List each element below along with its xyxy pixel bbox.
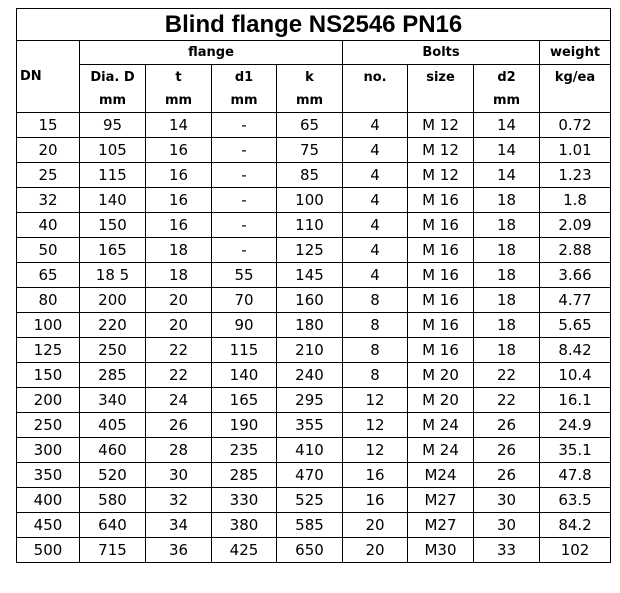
table-cell: M 16 (408, 313, 474, 338)
table-cell: 18 (474, 213, 540, 238)
table-cell: 65 (17, 263, 80, 288)
table-cell: 32 (146, 488, 212, 513)
table-cell: 450 (17, 513, 80, 538)
header-dn: DN (17, 65, 80, 90)
table-cell: 30 (474, 513, 540, 538)
table-row (17, 113, 611, 138)
table-row (17, 513, 611, 538)
table-cell: 34 (146, 513, 212, 538)
table-cell: M 12 (408, 113, 474, 138)
table-cell: 640 (80, 513, 146, 538)
table-cell: 2.88 (540, 238, 611, 263)
table-cell: 250 (80, 338, 146, 363)
table-cell: - (212, 163, 277, 188)
table-cell: 18 (474, 338, 540, 363)
table-cell: M 12 (408, 138, 474, 163)
table-cell: 4 (343, 113, 408, 138)
table-cell: 4 (343, 188, 408, 213)
table-cell: 650 (277, 538, 343, 563)
table-cell: 180 (277, 313, 343, 338)
table-cell: 165 (80, 238, 146, 263)
table-cell: 8.42 (540, 338, 611, 363)
table-cell: 22 (474, 388, 540, 413)
table-cell: 140 (212, 363, 277, 388)
table-cell: M 24 (408, 413, 474, 438)
table-cell: 285 (212, 463, 277, 488)
table-cell: 200 (17, 388, 80, 413)
header-size: size (408, 65, 474, 90)
table-cell: 100 (17, 313, 80, 338)
table-row (17, 338, 611, 363)
table-cell: 63.5 (540, 488, 611, 513)
table-cell: 105 (80, 138, 146, 163)
table-cell: 25 (17, 163, 80, 188)
table-cell: 4 (343, 263, 408, 288)
table-cell: 10.4 (540, 363, 611, 388)
header-dia-d: Dia. D (80, 65, 146, 90)
blind-flange-table (16, 8, 611, 563)
table-cell: 520 (80, 463, 146, 488)
table-row (17, 188, 611, 213)
table-cell: 470 (277, 463, 343, 488)
unit-k: mm (277, 89, 343, 113)
table-cell: 300 (17, 438, 80, 463)
table-cell: 160 (277, 288, 343, 313)
table-cell: 24 (146, 388, 212, 413)
table-cell: 102 (540, 538, 611, 563)
table-row (17, 163, 611, 188)
table-row (17, 138, 611, 163)
table-cell: 140 (80, 188, 146, 213)
table-cell: M 16 (408, 213, 474, 238)
table-cell: 15 (17, 113, 80, 138)
table-cell: 18 (474, 238, 540, 263)
table-row (17, 288, 611, 313)
table-cell: 18 (146, 263, 212, 288)
table-cell: 410 (277, 438, 343, 463)
table-cell: 40 (17, 213, 80, 238)
table-cell: 250 (17, 413, 80, 438)
table-cell: 8 (343, 288, 408, 313)
table-cell: 75 (277, 138, 343, 163)
table-cell: - (212, 238, 277, 263)
table-cell: 20 (146, 313, 212, 338)
table-cell: 210 (277, 338, 343, 363)
table-row (17, 438, 611, 463)
table-cell: 240 (277, 363, 343, 388)
table-cell: 90 (212, 313, 277, 338)
table-cell: 18 (474, 188, 540, 213)
table-cell: 95 (80, 113, 146, 138)
table-cell: M27 (408, 488, 474, 513)
table-cell: 14 (146, 113, 212, 138)
table-cell: 190 (212, 413, 277, 438)
table-cell: M 16 (408, 288, 474, 313)
unit-dia-d: mm (80, 89, 146, 113)
bolts-group-header: Bolts (343, 41, 540, 65)
table-cell: 8 (343, 313, 408, 338)
unit-size (408, 89, 474, 113)
table-cell: 4 (343, 163, 408, 188)
table-cell: 22 (474, 363, 540, 388)
table-cell: 20 (343, 538, 408, 563)
table-cell: 20 (343, 513, 408, 538)
table-cell: - (212, 113, 277, 138)
table-row (17, 463, 611, 488)
table-cell: 8 (343, 338, 408, 363)
table-cell: 14 (474, 163, 540, 188)
table-cell: 16 (343, 488, 408, 513)
table-cell: 380 (212, 513, 277, 538)
table-cell: 585 (277, 513, 343, 538)
table-cell: 4 (343, 138, 408, 163)
table-cell: 50 (17, 238, 80, 263)
table-cell: 65 (277, 113, 343, 138)
table-cell: 12 (343, 438, 408, 463)
table-cell: 405 (80, 413, 146, 438)
table-row (17, 313, 611, 338)
table-cell: 80 (17, 288, 80, 313)
table-cell: M27 (408, 513, 474, 538)
table-cell: 460 (80, 438, 146, 463)
table-cell: M 16 (408, 263, 474, 288)
table-cell: 18 (474, 313, 540, 338)
table-row (17, 488, 611, 513)
table-cell: 8 (343, 363, 408, 388)
unit-d1: mm (212, 89, 277, 113)
table-cell: M 16 (408, 188, 474, 213)
table-cell: M 16 (408, 238, 474, 263)
table-cell: M 12 (408, 163, 474, 188)
header-d2: d2 (474, 65, 540, 90)
table-cell: 20 (146, 288, 212, 313)
table-cell: 20 (17, 138, 80, 163)
table-cell: 100 (277, 188, 343, 213)
table-cell: 500 (17, 538, 80, 563)
table-cell: 150 (17, 363, 80, 388)
table-cell: 33 (474, 538, 540, 563)
table-cell: 150 (80, 213, 146, 238)
table-cell: 425 (212, 538, 277, 563)
table-cell: 16 (146, 163, 212, 188)
table-cell: 110 (277, 213, 343, 238)
table-cell: 1.01 (540, 138, 611, 163)
flange-group-header: flange (80, 41, 343, 65)
table-cell: 165 (212, 388, 277, 413)
table-cell: 16 (343, 463, 408, 488)
table-cell: M 24 (408, 438, 474, 463)
table-cell: 28 (146, 438, 212, 463)
header-t: t (146, 65, 212, 90)
header-d1: d1 (212, 65, 277, 90)
table-cell: 70 (212, 288, 277, 313)
table-cell: 2.09 (540, 213, 611, 238)
table-cell: 4 (343, 238, 408, 263)
table-cell: - (212, 188, 277, 213)
table-row (17, 413, 611, 438)
table-cell: M 20 (408, 363, 474, 388)
table-cell: 3.66 (540, 263, 611, 288)
table-cell: 14 (474, 113, 540, 138)
table-cell: 350 (17, 463, 80, 488)
table-row (17, 263, 611, 288)
table-row (17, 538, 611, 563)
table-cell: 125 (17, 338, 80, 363)
table-row (17, 388, 611, 413)
table-cell: 4.77 (540, 288, 611, 313)
table-cell: 16 (146, 138, 212, 163)
table-cell: 125 (277, 238, 343, 263)
table-cell: 16 (146, 213, 212, 238)
table-cell: - (212, 138, 277, 163)
table-cell: 115 (212, 338, 277, 363)
table-cell: 220 (80, 313, 146, 338)
table-cell: 400 (17, 488, 80, 513)
table-cell: 285 (80, 363, 146, 388)
table-cell: 22 (146, 338, 212, 363)
header-kg-ea: kg/ea (540, 65, 611, 90)
table-cell: 32 (17, 188, 80, 213)
table-cell: 26 (474, 413, 540, 438)
table-row (17, 213, 611, 238)
table-cell: 1.8 (540, 188, 611, 213)
table-cell: 30 (146, 463, 212, 488)
table-cell: 14 (474, 138, 540, 163)
unit-no (343, 89, 408, 113)
table-cell: 12 (343, 388, 408, 413)
table-cell: 22 (146, 363, 212, 388)
table-cell: 295 (277, 388, 343, 413)
table-cell: 18 (474, 263, 540, 288)
table-cell: M24 (408, 463, 474, 488)
table-cell: 35.1 (540, 438, 611, 463)
table-cell: 18 (146, 238, 212, 263)
table-cell: 26 (474, 463, 540, 488)
table-cell: 525 (277, 488, 343, 513)
table-cell: 26 (474, 438, 540, 463)
table-cell: 26 (146, 413, 212, 438)
table-cell: M 20 (408, 388, 474, 413)
unit-d2: mm (474, 89, 540, 113)
table-cell: 1.23 (540, 163, 611, 188)
table-cell: 145 (277, 263, 343, 288)
unit-dn (17, 89, 80, 113)
table-row (17, 363, 611, 388)
table-cell: 24.9 (540, 413, 611, 438)
table-row (17, 238, 611, 263)
table-cell: 85 (277, 163, 343, 188)
table-cell: 36 (146, 538, 212, 563)
table-cell: 715 (80, 538, 146, 563)
table-cell: 4 (343, 213, 408, 238)
table-cell: M30 (408, 538, 474, 563)
table-cell: 16 (146, 188, 212, 213)
header-k: k (277, 65, 343, 90)
table-cell: 47.8 (540, 463, 611, 488)
table-cell: 200 (80, 288, 146, 313)
weight-group-header: weight (540, 41, 611, 65)
table-cell: 340 (80, 388, 146, 413)
table-cell: M 16 (408, 338, 474, 363)
table-cell: 235 (212, 438, 277, 463)
table-cell: 355 (277, 413, 343, 438)
table-cell: - (212, 213, 277, 238)
table-cell: 12 (343, 413, 408, 438)
table-cell: 115 (80, 163, 146, 188)
unit-t: mm (146, 89, 212, 113)
table-cell: 16.1 (540, 388, 611, 413)
table-cell: 580 (80, 488, 146, 513)
table-cell: 30 (474, 488, 540, 513)
table-cell: 330 (212, 488, 277, 513)
unit-kg-ea (540, 89, 611, 113)
dn-group-blank (17, 41, 80, 65)
table-title: Blind flange NS2546 PN16 (17, 9, 611, 41)
header-no: no. (343, 65, 408, 90)
table-cell: 18 (474, 288, 540, 313)
table-cell: 0.72 (540, 113, 611, 138)
table-cell: 18 5 (80, 263, 146, 288)
table-cell: 84.2 (540, 513, 611, 538)
table-cell: 55 (212, 263, 277, 288)
table-cell: 5.65 (540, 313, 611, 338)
